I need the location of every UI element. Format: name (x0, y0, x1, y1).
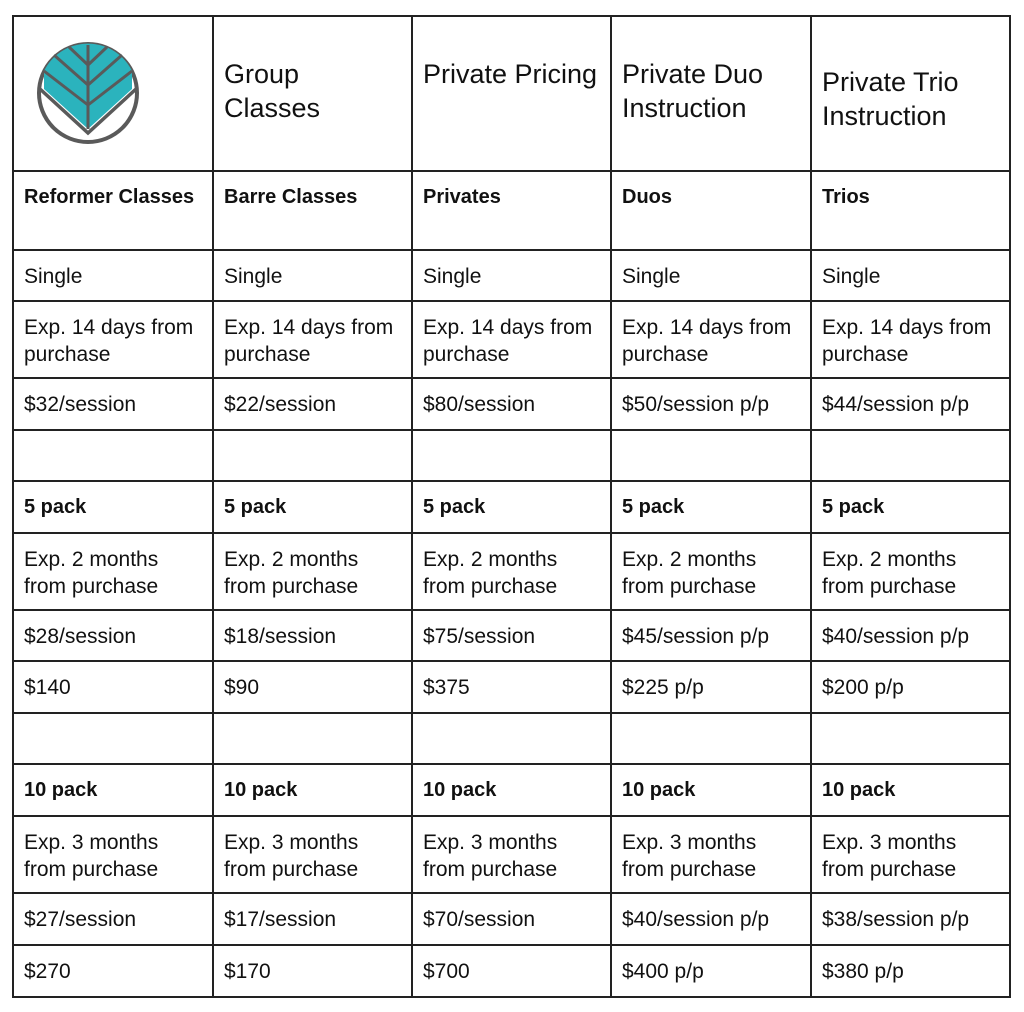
leaf-circle-logo-icon (36, 41, 212, 145)
table-cell: $380 p/p (811, 945, 1010, 997)
empty-cell (213, 430, 412, 481)
spacer-row (13, 430, 1010, 481)
section-title-cell: 10 pack (611, 764, 811, 816)
empty-cell (13, 430, 213, 481)
table-cell: Exp. 14 days from purchase (811, 301, 1010, 378)
table-cell: Exp. 2 months from purchase (213, 533, 412, 610)
table-cell: Single (213, 250, 412, 301)
table-cell: $375 (412, 661, 611, 713)
table-row (13, 378, 1010, 430)
table-cell: $27/session (13, 893, 213, 945)
table-cell: $270 (13, 945, 213, 997)
table-cell: $700 (412, 945, 611, 997)
table-cell: Exp. 14 days from purchase (611, 301, 811, 378)
table-cell: $50/session p/p (611, 378, 811, 430)
table-cell: Exp. 3 months from purchase (412, 816, 611, 893)
pricing-table (12, 15, 1011, 998)
section-title-cell: 10 pack (213, 764, 412, 816)
section-title-row (13, 171, 1010, 250)
table-cell: Exp. 14 days from purchase (412, 301, 611, 378)
section-title-cell: Privates (412, 171, 611, 250)
section-title-cell: 10 pack (811, 764, 1010, 816)
table-cell: $140 (13, 661, 213, 713)
header-row (13, 16, 1010, 171)
table-cell: $22/session (213, 378, 412, 430)
table-cell: Single (13, 250, 213, 301)
table-cell: Single (811, 250, 1010, 301)
header-group-classes: Group Classes (213, 16, 412, 171)
table-row (13, 945, 1010, 997)
logo-cell (13, 16, 213, 171)
table-cell: $17/session (213, 893, 412, 945)
table-cell: $75/session (412, 610, 611, 661)
table-cell: $44/session p/p (811, 378, 1010, 430)
table-row (13, 661, 1010, 713)
section-title-cell: 10 pack (13, 764, 213, 816)
table-row (13, 610, 1010, 661)
table-cell: Exp. 2 months from purchase (13, 533, 213, 610)
section-title-cell: 5 pack (811, 481, 1010, 533)
table-cell: $400 p/p (611, 945, 811, 997)
header-private-pricing: Private Pricing (412, 16, 611, 171)
empty-cell (412, 430, 611, 481)
empty-cell (811, 713, 1010, 764)
empty-cell (811, 430, 1010, 481)
section-title-row (13, 764, 1010, 816)
section-title-cell: 10 pack (412, 764, 611, 816)
table-row (13, 533, 1010, 610)
table-cell: Single (412, 250, 611, 301)
table-cell: Exp. 3 months from purchase (213, 816, 412, 893)
section-title-cell: 5 pack (13, 481, 213, 533)
section-title-cell: 5 pack (412, 481, 611, 533)
header-private-duo: Private Duo Instruction (611, 16, 811, 171)
empty-cell (611, 713, 811, 764)
table-cell: Single (611, 250, 811, 301)
table-cell: $40/session p/p (611, 893, 811, 945)
table-cell: $170 (213, 945, 412, 997)
empty-cell (13, 713, 213, 764)
section-title-cell: Barre Classes (213, 171, 412, 250)
table-cell: Exp. 3 months from purchase (13, 816, 213, 893)
table-cell: Exp. 14 days from purchase (213, 301, 412, 378)
table-cell: Exp. 2 months from purchase (412, 533, 611, 610)
empty-cell (611, 430, 811, 481)
table-cell: $38/session p/p (811, 893, 1010, 945)
table-cell: $80/session (412, 378, 611, 430)
table-row (13, 816, 1010, 893)
empty-cell (412, 713, 611, 764)
empty-cell (213, 713, 412, 764)
table-cell: $18/session (213, 610, 412, 661)
table-cell: $70/session (412, 893, 611, 945)
table-cell: $32/session (13, 378, 213, 430)
section-title-cell: Reformer Classes (13, 171, 213, 250)
section-title-cell: Duos (611, 171, 811, 250)
spacer-row (13, 713, 1010, 764)
table-cell: Exp. 2 months from purchase (611, 533, 811, 610)
table-cell: Exp. 14 days from purchase (13, 301, 213, 378)
table-cell: $45/session p/p (611, 610, 811, 661)
table-cell: $90 (213, 661, 412, 713)
table-cell: $40/session p/p (811, 610, 1010, 661)
section-title-cell: 5 pack (611, 481, 811, 533)
table-cell: $200 p/p (811, 661, 1010, 713)
table-cell: $28/session (13, 610, 213, 661)
section-title-row (13, 481, 1010, 533)
table-cell: Exp. 3 months from purchase (611, 816, 811, 893)
table-row (13, 301, 1010, 378)
table-row (13, 893, 1010, 945)
table-cell: Exp. 3 months from purchase (811, 816, 1010, 893)
table-cell: Exp. 2 months from purchase (811, 533, 1010, 610)
section-title-cell: Trios (811, 171, 1010, 250)
section-title-cell: 5 pack (213, 481, 412, 533)
header-private-trio: Private Trio Instruction (811, 16, 1010, 171)
table-cell: $225 p/p (611, 661, 811, 713)
table-row (13, 250, 1010, 301)
